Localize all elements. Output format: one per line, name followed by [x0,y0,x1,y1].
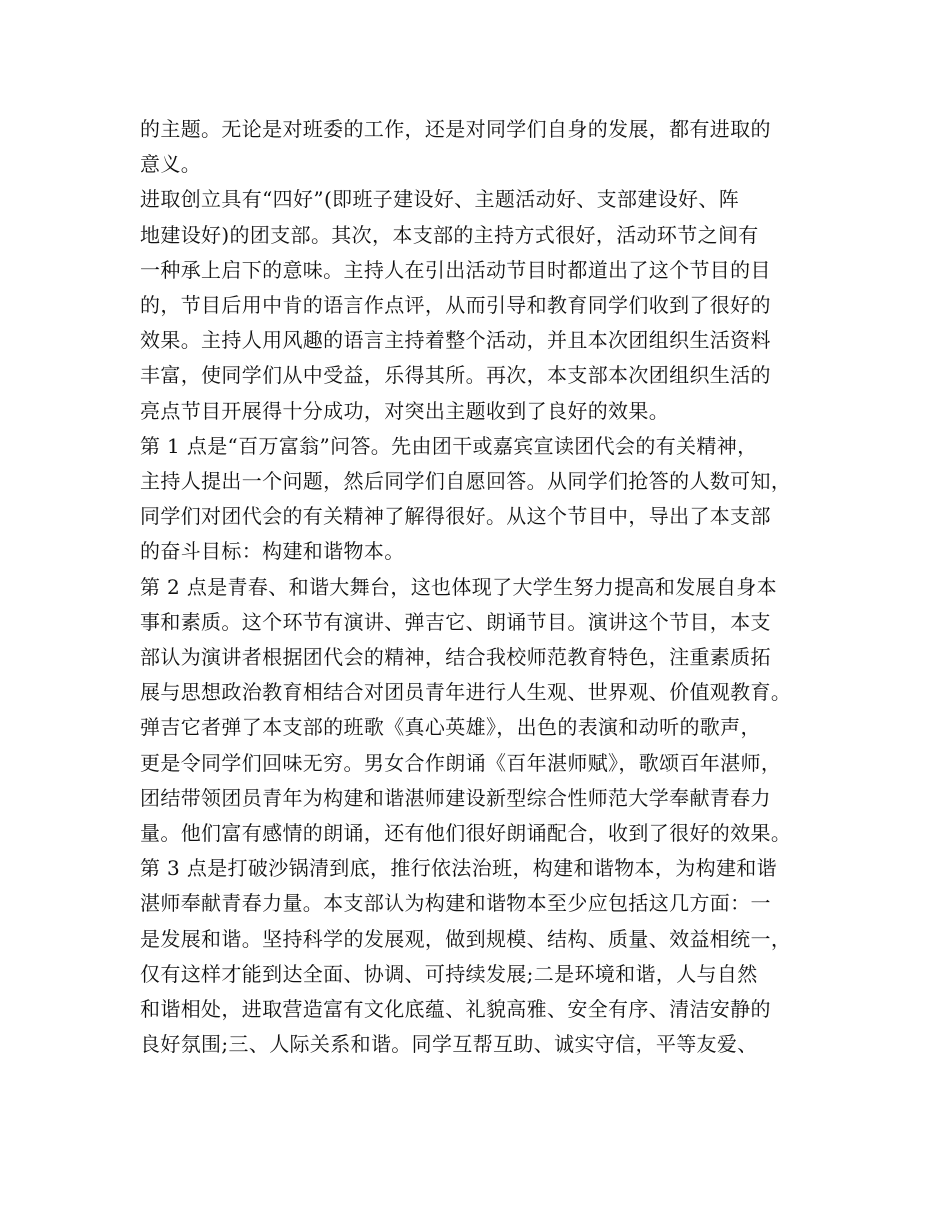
text-line: 地建设好)的团支部。其次，本支部的主持方式很好，活动环节之间有 [140,222,759,247]
text-line: 团结带领团员青年为构建和谐湛师建设新型综合性师范大学奉献青春力 [140,785,771,810]
text-line: 丰富，使同学们从中受益，乐得其所。再次，本支部本次团组织生活的 [140,363,771,388]
text-line: 和谐相处，进取营造富有文化底蕴、礼貌高雅、安全有序、清洁安静的 [140,997,771,1022]
text-line: 弹吉它者弹了本支部的班歌《真心英雄》，出色的表演和动听的歌声， [140,715,761,740]
text-line: 展与思想政治教育相结合对团员青年进行人生观、世界观、价值观教育。 [140,680,792,705]
text-line: 的奋斗目标：构建和谐物本。 [140,539,405,564]
text-line: 一种承上启下的意味。主持人在引出活动节目时都道出了这个节目的目 [140,257,771,282]
text-line: 第 3 点是打破沙锅清到底，推行依法治班，构建和谐物本，为构建和谐 [140,856,777,881]
text-line: 量。他们富有感情的朗诵，还有他们很好朗诵配合，收到了很好的效果。 [140,821,792,846]
text-line: 事和素质。这个环节有演讲、弹吉它、朗诵节目。演讲这个节目，本支 [140,609,771,634]
text-line: 第 1 点是“百万富翁”问答。先由团干或嘉宾宣读团代会的有关精神， [140,433,758,458]
text-line: 主持人提出一个问题，然后同学们自愿回答。从同学们抢答的人数可知， [140,469,792,494]
body-text [140,112,830,1062]
text-line: 第 2 点是青春、和谐大舞台，这也体现了大学生努力提高和发展自身本 [140,574,777,599]
text-line: 良好氛围;三、人际关系和谐。同学互帮互助、诚实守信，平等友爱、 [140,1032,758,1057]
text-line: 亮点节目开展得十分成功，对突出主题收到了良好的效果。 [140,398,670,423]
text-line: 意义。 [140,152,202,177]
text-line: 的，节目后用中肯的语言作点评，从而引导和教育同学们收到了很好的 [140,293,771,318]
text-line: 效果。主持人用风趣的语言主持着整个活动，并且本次团组织生活资料 [140,328,771,353]
text-line: 部认为演讲者根据团代会的精神，结合我校师范教育特色，注重素质拓 [140,645,771,670]
text-line: 进取创立具有“四好”(即班子建设好、主题活动好、支部建设好、阵 [140,187,740,212]
text-line: 湛师奉献青春力量。本支部认为构建和谐物本至少应包括这几方面：一 [140,891,771,916]
text-line: 更是令同学们回味无穷。男女合作朗诵《百年湛师赋》，歌颂百年湛师， [140,750,782,775]
text-line: 是发展和谐。坚持科学的发展观，做到规模、结构、质量、效益相统一， [140,926,792,951]
text-line: 的主题。无论是对班委的工作，还是对同学们自身的发展，都有进取的 [140,117,771,141]
text-line: 同学们对团代会的有关精神了解得很好。从这个节目中，导出了本支部 [140,504,771,529]
text-line: 仅有这样才能到达全面、协调、可持续发展;二是环境和谐，人与自然 [140,961,758,986]
